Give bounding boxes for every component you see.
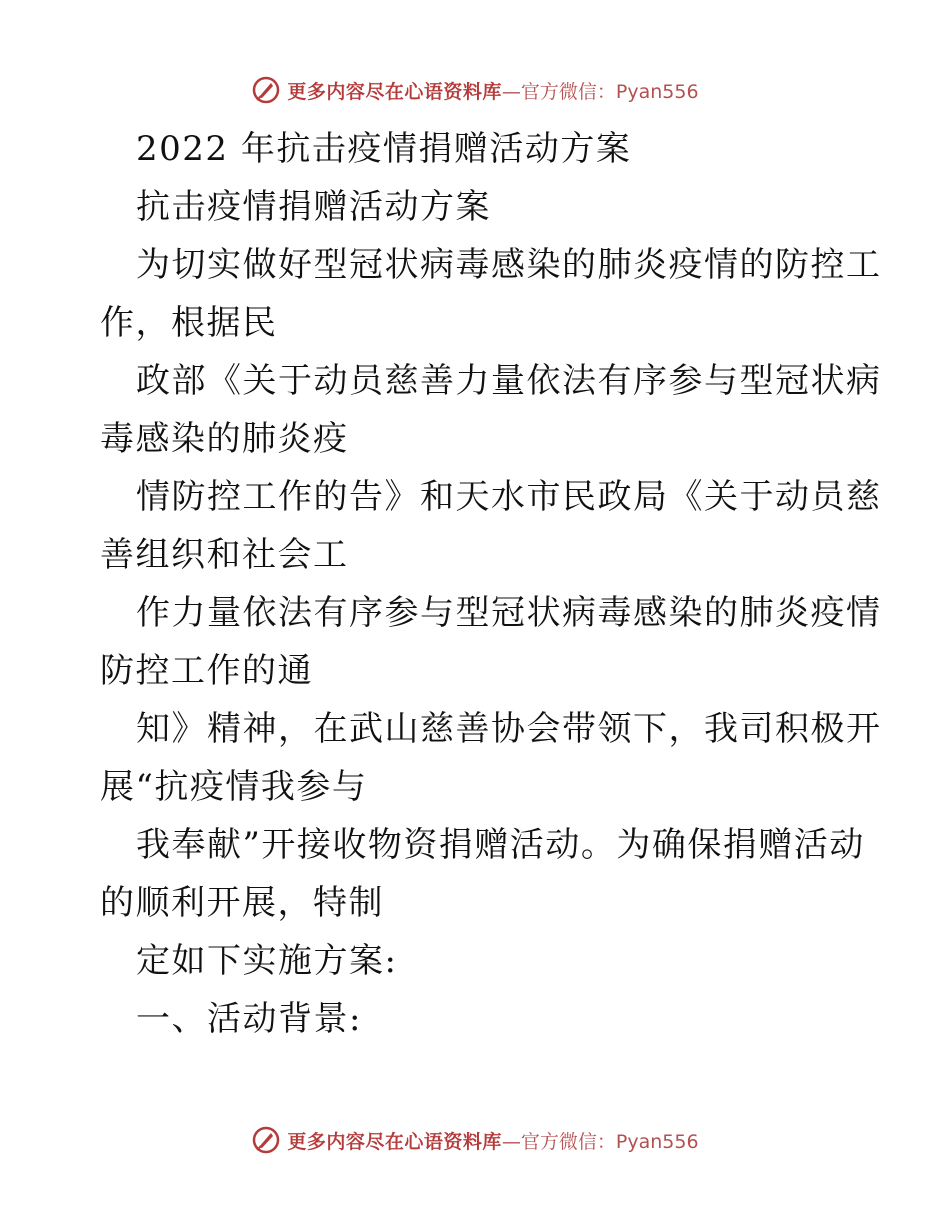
paragraph-line: 作，根据民	[100, 303, 278, 343]
paragraph-line: 定如下实施方案:	[136, 941, 398, 981]
paragraph-line: 防控工作的通	[100, 651, 313, 691]
footer-banner	[0, 1120, 950, 1160]
feather-pen-logo-icon	[251, 75, 281, 105]
paragraph-line: 善组织和社会工	[100, 535, 349, 575]
footer-banner-contact: —官方微信：Pyan556	[501, 1130, 699, 1153]
paragraph-line: 政部《关于动员慈善力量依法有序参与型冠状病	[136, 361, 882, 401]
header-banner	[0, 70, 950, 110]
document-title: 2022 年抗击疫情捐赠活动方案	[136, 129, 632, 169]
section-heading: 一、活动背景:	[136, 999, 362, 1039]
document-body	[100, 120, 882, 1048]
paragraph-line: 情防控工作的告》和天水市民政局《关于动员慈	[136, 477, 882, 517]
paragraph-line: 我奉献”开接收物资捐赠活动。为确保捐赠活动	[136, 825, 865, 865]
paragraph-line: 作力量依法有序参与型冠状病毒感染的肺炎疫情	[136, 593, 882, 633]
document-subtitle: 抗击疫情捐赠活动方案	[136, 187, 491, 227]
paragraph-line: 毒感染的肺炎疫	[100, 419, 349, 459]
paragraph-line: 展“抗疫情我参与	[100, 767, 368, 807]
paragraph-line: 的顺利开展，特制	[100, 883, 384, 923]
header-banner-contact: —官方微信：Pyan556	[501, 80, 699, 103]
header-banner-text: 更多内容尽在心语资料库	[287, 80, 502, 103]
feather-pen-logo-icon	[251, 1125, 281, 1155]
paragraph-line: 知》精神，在武山慈善协会带领下，我司积极开	[136, 709, 882, 749]
footer-banner-text: 更多内容尽在心语资料库	[287, 1130, 502, 1153]
paragraph-line: 为切实做好型冠状病毒感染的肺炎疫情的防控工	[136, 245, 882, 285]
